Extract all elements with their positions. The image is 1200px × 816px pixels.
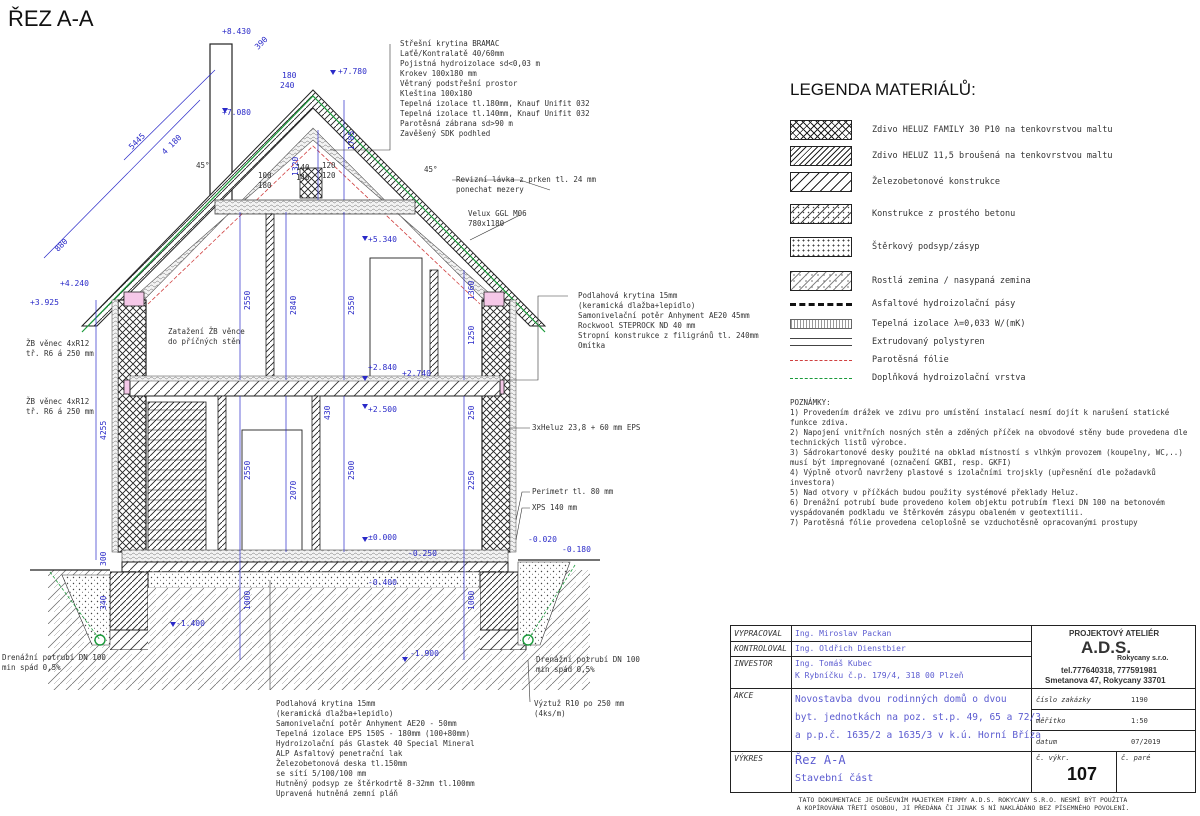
floor-slab	[130, 380, 500, 396]
svg-text:430: 430	[323, 405, 332, 420]
svg-text:Tepelná izolace tl.180mm, Knau: Tepelná izolace tl.180mm, Knauf Unifit 032	[400, 99, 590, 108]
svg-text:180: 180	[258, 181, 272, 190]
kontroloval-label: KONTROLOVAL	[734, 644, 787, 653]
svg-text:do příčných stěn: do příčných stěn	[168, 337, 241, 346]
svg-text:-0.400: -0.400	[368, 578, 397, 587]
svg-text:390: 390	[253, 34, 270, 52]
c-vykr-label: č. výkr.	[1036, 754, 1070, 762]
svg-text:Zavěšený SDK podhled: Zavěšený SDK podhled	[400, 129, 491, 138]
svg-text:1785: 1785	[347, 130, 356, 150]
svg-text:140: 140	[296, 163, 310, 172]
svg-text:Krokev 100x180 mm: Krokev 100x180 mm	[400, 69, 477, 78]
label-drenaz-left: Drenážní potrubí DN 100	[2, 653, 106, 662]
svg-text:tř. R6 á 250 mm: tř. R6 á 250 mm	[26, 407, 94, 416]
legend-item: Asfaltové hydroizolační pásy	[790, 293, 1015, 315]
legend-item: Extrudovaný polystyren	[790, 331, 985, 353]
vypracoval-label: VYPRACOVAL	[734, 629, 783, 638]
svg-text:1000: 1000	[243, 590, 252, 610]
drain-pipe-right	[523, 635, 533, 645]
svg-text:+3.925: +3.925	[30, 298, 59, 307]
svg-text:Podlahová krytina 15mm: Podlahová krytina 15mm	[276, 699, 376, 708]
note: 1) Provedením drážek ve zdivu pro umístění instalací nesmí dojít k narušení statické funkce zdiva.	[790, 408, 1170, 427]
svg-text:se sítí 5/100/100 mm: se sítí 5/100/100 mm	[276, 769, 367, 778]
staircase	[148, 402, 206, 552]
svg-text:+2.500: +2.500	[368, 405, 397, 414]
svg-text:Samonivelační potěr Anhyment A: Samonivelační potěr Anhyment AE20 - 50mm	[276, 719, 457, 728]
svg-text:240: 240	[280, 81, 295, 90]
firm-heading: PROJEKTOVÝ ATELIÉR	[1069, 629, 1160, 638]
label-drenaz-right: Drenážní potrubí DN 100	[536, 655, 640, 664]
label-zatazeni: Zatažení ŽB věnce	[168, 327, 245, 336]
title-block	[730, 625, 1196, 793]
svg-text:2550: 2550	[243, 460, 252, 480]
svg-text:+4.240: +4.240	[60, 279, 89, 288]
vykres-label: VÝKRES	[734, 754, 763, 763]
svg-text:Větraný podstřešní prostor: Větraný podstřešní prostor	[400, 79, 518, 88]
svg-text:-0.020: -0.020	[528, 535, 557, 544]
label-perimetr: Perimetr tl. 80 mm	[532, 487, 614, 496]
label-xps: XPS 140 mm	[532, 503, 578, 512]
svg-text:+7.780: +7.780	[338, 67, 367, 76]
legend-item: Tepelná izolace λ=0,033 W/(mK)	[790, 313, 1026, 335]
svg-text:ponechat mezery: ponechat mezery	[456, 185, 524, 194]
svg-text:Kleština 100x180: Kleština 100x180	[400, 89, 473, 98]
svg-text:2550: 2550	[347, 295, 356, 315]
svg-text:Tepelná izolace EPS 150S - 180: Tepelná izolace EPS 150S - 180mm (100+80mm)	[276, 729, 471, 738]
ground-slab	[122, 562, 508, 572]
label-revizni: Revizní lávka z prken tl. 24 mm	[456, 175, 596, 184]
svg-text:Laťě/Kontralatě 40/60mm: Laťě/Kontralatě 40/60mm	[400, 49, 504, 58]
svg-text:+2.840: +2.840	[368, 363, 397, 372]
meritko-label: měřítko	[1036, 717, 1066, 725]
svg-text:120: 120	[322, 161, 336, 170]
foundation-left	[110, 572, 148, 636]
svg-text:-1.400: -1.400	[176, 619, 205, 628]
svg-text:180: 180	[282, 71, 297, 80]
svg-text:300: 300	[99, 551, 108, 566]
svg-text:(keramická dlažba+lepidlo): (keramická dlažba+lepidlo)	[276, 709, 394, 718]
dots-swatch	[790, 237, 852, 257]
svg-text:4255: 4255	[99, 420, 108, 440]
label-vyztuz: Výztuž R10 po 250 mm	[534, 699, 625, 708]
svg-text:1360: 1360	[467, 280, 476, 300]
label-venec1: ŽB věnec 4xR12	[26, 339, 90, 348]
label-eps: 3xHeluz 23,8 + 60 mm EPS	[532, 423, 641, 432]
foundation-right	[480, 572, 518, 636]
svg-text:780x1180: 780x1180	[468, 219, 505, 228]
notes-heading: POZNÁMKY:	[790, 398, 831, 407]
vypracoval: Ing. Miroslav Packan	[795, 629, 892, 638]
firm-name: Rokycany s.r.o.	[1117, 655, 1169, 662]
left-wall	[118, 300, 146, 552]
svg-text:+2.740: +2.740	[402, 369, 431, 378]
svg-text:Hydroizolační pás Glastek 40 S: Hydroizolační pás Glastek 40 Special Mineral	[276, 739, 475, 748]
legend-item: Železobetonové konstrukce	[790, 171, 1000, 193]
legend-item: Štěrkový podsyp/zásyp	[790, 236, 979, 258]
svg-text:2500: 2500	[347, 460, 356, 480]
ring-beam-right	[484, 292, 504, 306]
svg-text:Železobetonová deska tl.150mm: Železobetonová deska tl.150mm	[276, 759, 407, 768]
svg-text:250: 250	[467, 405, 476, 420]
akce-line: a p.p.č. 1635/2 a 1635/3 v k.ú. Horní Bříza	[795, 730, 1041, 741]
legend-item: Parotěsná fólie	[790, 349, 949, 371]
note: 3) Sádrokartonové desky použité na obklad místností s vlhkým provozem (koupelny, WC,..) musí být impregnované (označení GKBI, resp. GKFI)	[790, 448, 1183, 467]
svg-text:(4ks/m): (4ks/m)	[534, 709, 566, 718]
ground-insulation	[122, 550, 508, 562]
svg-text:Upravená hutněná zemní pláň: Upravená hutněná zemní pláň	[276, 789, 398, 798]
svg-text:880: 880	[53, 236, 70, 254]
legend-item: Zdivo HELUZ FAMILY 30 P10 na tenkovrstvou maltu	[790, 119, 1113, 141]
ring-beam-left	[124, 292, 144, 306]
cislo-zakazky: 1190	[1131, 696, 1148, 704]
roof-callout	[400, 39, 590, 138]
meritko: 1:50	[1131, 717, 1148, 725]
svg-text:2070: 2070	[289, 480, 298, 500]
vykres-name: Řez A-A	[795, 753, 846, 767]
svg-text:(keramická dlažba+lepidlo): (keramická dlažba+lepidlo)	[578, 301, 696, 310]
diag-dots-swatch	[790, 204, 852, 224]
svg-text:1320: 1320	[291, 156, 300, 176]
svg-text:140: 140	[296, 173, 310, 182]
disclaimer: TATO DOKUMENTACE JE DUŠEVNÍM MAJETKEM FIRMY A.D.S. ROKYCANY S.R.O. NESMÍ BÝT POUŽITA A KOPÍROVÁNA TŘETÍ OSOBOU, JÍ PŘEDÁNA ČI JINAK S NÍ NAKLÁDÁNO BEZ PÍSEMNÉHO POVOLENÍ.	[796, 796, 1130, 812]
firm-phone: tel.777640318, 777591981	[1061, 666, 1158, 675]
svg-text:5445: 5445	[127, 131, 148, 152]
svg-text:-1.900: -1.900	[410, 649, 439, 658]
svg-text:-0.180: -0.180	[562, 545, 591, 554]
svg-text:Samonivelační potěr Anhyment A: Samonivelační potěr Anhyment AE20 45mm	[578, 311, 750, 320]
diag-swatch	[790, 146, 852, 166]
floor-callout	[578, 291, 759, 350]
svg-text:Pojistná hydroizolace sd<0,03: Pojistná hydroizolace sd<0,03 m	[400, 59, 540, 68]
right-wall	[482, 300, 510, 552]
svg-text:+5.340: +5.340	[368, 235, 397, 244]
svg-text:Stropní konstrukce z filigránů: Stropní konstrukce z filigránů tl. 240mm	[578, 331, 759, 340]
asphalt-line-swatch	[790, 294, 852, 314]
svg-text:45°: 45°	[196, 161, 210, 170]
svg-text:Parotěsná zábrana sd>90 m: Parotěsná zábrana sd>90 m	[400, 119, 513, 128]
datum-label: datum	[1036, 738, 1058, 746]
svg-text:-0.250: -0.250	[408, 549, 437, 558]
akce-line: Novostavba dvou rodinných domů o dvou	[795, 694, 1007, 705]
svg-text:Rockwool STEPROCK ND 40 mm: Rockwool STEPROCK ND 40 mm	[578, 321, 696, 330]
svg-text:1250: 1250	[467, 325, 476, 345]
label-velux: Velux GGL M06	[468, 209, 527, 218]
svg-text:min spád 0,5%: min spád 0,5%	[2, 663, 61, 672]
attic-partition	[266, 214, 274, 382]
investor-label: INVESTOR	[734, 659, 773, 668]
svg-text:+7.080: +7.080	[222, 108, 251, 117]
svg-text:Střešní krytina BRAMAC: Střešní krytina BRAMAC	[400, 39, 500, 48]
svg-text:4 180: 4 180	[160, 133, 184, 157]
akce-line: byt. jednotkách na poz. st.p. 49, 65 a 72/3	[795, 712, 1041, 723]
akce-label: AKCE	[734, 691, 754, 700]
investor-address: K Rybníčku č.p. 179/4, 318 00 Plzeň	[795, 671, 964, 680]
investor-name: Ing. Tomáš Kubec	[795, 659, 873, 668]
legend-item: Doplňková hydroizolační vrstva	[790, 367, 1026, 389]
cislo-zakazky-label: číslo zakázky	[1036, 696, 1091, 704]
svg-text:Hutněný podsyp ze štěrkodrtě 8: Hutněný podsyp ze štěrkodrtě 8-32mm tl.100mm	[276, 779, 475, 788]
svg-text:Podlahová krytina 15mm: Podlahová krytina 15mm	[578, 291, 678, 300]
vykres-part: Stavební část	[795, 773, 874, 784]
legend-item: Rostlá zemina / nasypaná zemina	[790, 270, 1031, 292]
kontroloval: Ing. Oldřich Dienstbier	[795, 644, 906, 653]
diag-wide-swatch	[790, 172, 852, 192]
svg-text:45°: 45°	[424, 165, 438, 174]
svg-text:340: 340	[99, 595, 108, 610]
notes	[790, 398, 1195, 528]
svg-text:100: 100	[258, 171, 272, 180]
note: 7) Parotěsná fólie provedena celoplošně se vzduchotěsně opracovanými prostupy	[790, 518, 1138, 527]
svg-text:Tepelná izolace tl.140mm, Knau: Tepelná izolace tl.140mm, Knauf Unifit 032	[400, 109, 590, 118]
svg-text:2550: 2550	[243, 290, 252, 310]
note: 2) Napojení vnitřních nosných stěn a zděných příček na obvodové stěny bude provedena dle technických listů výrobce.	[790, 428, 1188, 447]
collar-insulation	[215, 200, 415, 214]
svg-text:ALP Asfaltový penetrační lak: ALP Asfaltový penetrační lak	[276, 749, 403, 758]
legend-item: Konstrukce z prostého betonu	[790, 203, 1015, 225]
svg-text:tř. R6 á 250 mm: tř. R6 á 250 mm	[26, 349, 94, 358]
ground-callout	[276, 699, 475, 798]
firm-address: Smetanova 47, Rokycany 33701	[1045, 676, 1166, 685]
svg-text:+8.430: +8.430	[222, 27, 251, 36]
green-line-swatch	[790, 368, 852, 388]
svg-text:2250: 2250	[467, 470, 476, 490]
legend-title: LEGENDA MATERIÁLŮ:	[790, 80, 976, 99]
svg-text:1000: 1000	[467, 590, 476, 610]
drain-pipe-left	[95, 635, 105, 645]
datum: 07/2019	[1131, 738, 1161, 746]
svg-text:Omítka: Omítka	[578, 341, 606, 350]
note: 4) Výplně otvorů navrženy plastové s izolačními trojskly (upřesnění dle požadavků investora)	[790, 468, 1156, 487]
note: 6) Drenážní potrubí bude provedeno kolem objektu potrubím flexi DN 100 na betonovém vyspádovaném podkladu ve štěrkovém zásypu obaleném v geotextilii.	[790, 498, 1165, 517]
svg-text:2840: 2840	[289, 295, 298, 315]
c-vykr: 107	[1067, 764, 1098, 784]
c-pare-label: č. paré	[1121, 754, 1151, 762]
firm-logo: A.D.S.	[1081, 638, 1132, 657]
note: 5) Nad otvory v příčkách budou použity systémové překlady Heluz.	[790, 488, 1079, 497]
drawing-title: ŘEZ A-A	[8, 6, 94, 31]
svg-text:min spád 0,5%: min spád 0,5%	[536, 665, 595, 674]
legend-item: Zdivo HELUZ 11,5 broušená na tenkovrstvou maltu	[790, 145, 1113, 167]
svg-text:±0.000: ±0.000	[368, 533, 397, 542]
svg-text:120: 120	[322, 171, 336, 180]
crosshatch-swatch	[790, 120, 852, 140]
soil-swatch	[790, 271, 852, 291]
label-venec2: ŽB věnec 4xR12	[26, 397, 90, 406]
